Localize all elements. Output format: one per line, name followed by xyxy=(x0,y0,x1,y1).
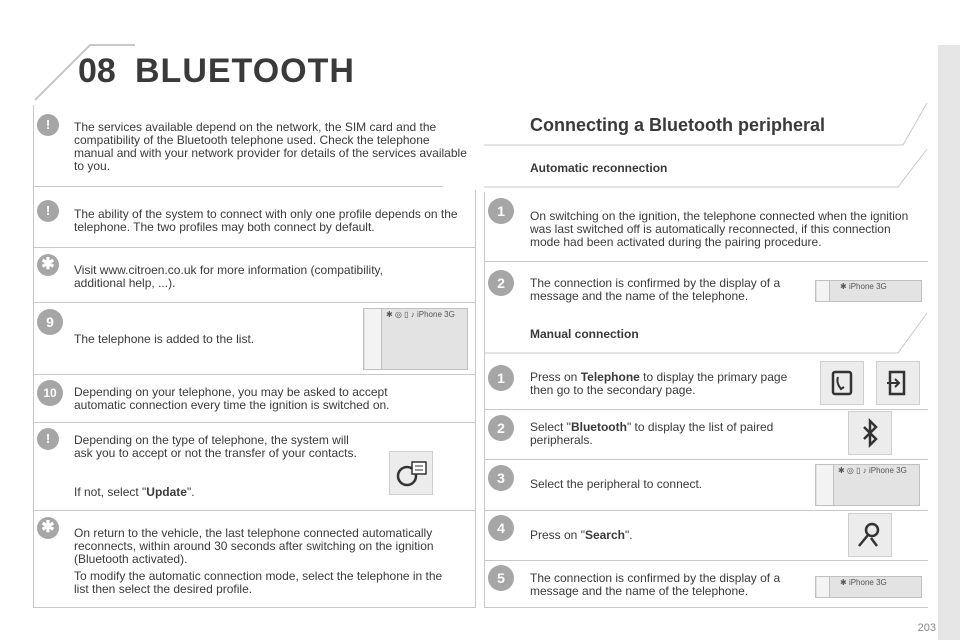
manual-step-5: The connection is confirmed by the display of a message and the name of the telephone. xyxy=(530,571,781,598)
subheading-automatic: Automatic reconnection xyxy=(530,161,668,175)
warning-icon: ! xyxy=(37,428,59,450)
tip-icon: ✱ xyxy=(37,517,59,539)
note-profiles: The ability of the system to connect with only one profile depends on the telephone. The two profiles may both connect by default. xyxy=(74,207,458,234)
step-number: 5 xyxy=(488,565,514,591)
tip-modify: To modify the automatic connection mode, select the telephone in the list then select the desired profile. xyxy=(74,569,443,596)
subheading-manual: Manual connection xyxy=(530,327,639,341)
tip-website: Visit www.citroen.co.uk for more information (compatibility, additional help, ...). xyxy=(74,263,383,290)
step-number: 10 xyxy=(37,380,63,406)
section-heading: Connecting a Bluetooth peripheral xyxy=(530,115,826,135)
update-contacts-button-icon xyxy=(389,451,433,495)
screen-connected: ✱ iPhone 3G xyxy=(815,576,922,598)
manual-step-1: Press on Telephone to display the primary page then go to the secondary page. xyxy=(530,370,788,397)
step-number: 3 xyxy=(488,465,514,491)
note-update: If not, select "Update". xyxy=(74,485,195,499)
step-number: 2 xyxy=(488,270,514,296)
manual-step-2: Select "Bluetooth" to display the list of paired peripherals. xyxy=(530,420,774,447)
telephone-button-icon xyxy=(820,361,864,405)
search-button-icon xyxy=(848,513,892,557)
note-network: The services available depend on the network, the SIM card and the compatibility of the Bluetooth telephone used. Check the telephone manual and with your network provider for details of the services available to you. xyxy=(74,120,467,173)
step-9-text: The telephone is added to the list. xyxy=(74,332,255,346)
secondary-page-button-icon xyxy=(876,361,920,405)
bluetooth-button-icon xyxy=(848,411,892,455)
tip-icon: ✱ xyxy=(37,254,59,276)
step-number: 1 xyxy=(488,365,514,391)
screen-peripheral-list: ✱ ◎ ▯ ♪ iPhone 3G xyxy=(815,464,920,506)
step-number: 1 xyxy=(488,198,514,224)
step-number: 2 xyxy=(488,415,514,441)
screen-connected: ✱ iPhone 3G xyxy=(815,280,922,302)
warning-icon: ! xyxy=(37,200,59,222)
auto-step-2: The connection is confirmed by the display of a message and the name of the telephone. xyxy=(530,276,781,303)
step-10-text: Depending on your telephone, you may be asked to accept automatic connection every time the ignition is switched on. xyxy=(74,385,390,412)
phone-name: iPhone 3G xyxy=(416,310,455,319)
page-title: BLUETOOTH xyxy=(135,52,355,90)
step-number: 4 xyxy=(488,515,514,541)
manual-step-3: Select the peripheral to connect. xyxy=(530,477,703,491)
manual-step-4: Press on "Search". xyxy=(530,528,633,542)
tip-reconnect: On return to the vehicle, the last telephone connected automatically reconnects, within around 30 seconds after switching on the ignition (Bluetooth activated). xyxy=(74,526,434,566)
warning-icon: ! xyxy=(37,114,59,136)
page-number: 203 xyxy=(917,622,936,634)
side-bar xyxy=(938,45,960,640)
chapter-number: 08 xyxy=(78,52,116,90)
step-number: 9 xyxy=(37,309,63,335)
note-contacts: Depending on the type of telephone, the system will ask you to accept or not the transfer of your contacts. xyxy=(74,433,357,460)
screen-phone-list: ✱ ◎ ▯ ♪ iPhone 3G xyxy=(363,308,468,370)
auto-step-1: On switching on the ignition, the telephone connected when the ignition was last switched off is automatically reconnected, if this connection mode had been activated during the pairing procedure. xyxy=(530,209,909,249)
